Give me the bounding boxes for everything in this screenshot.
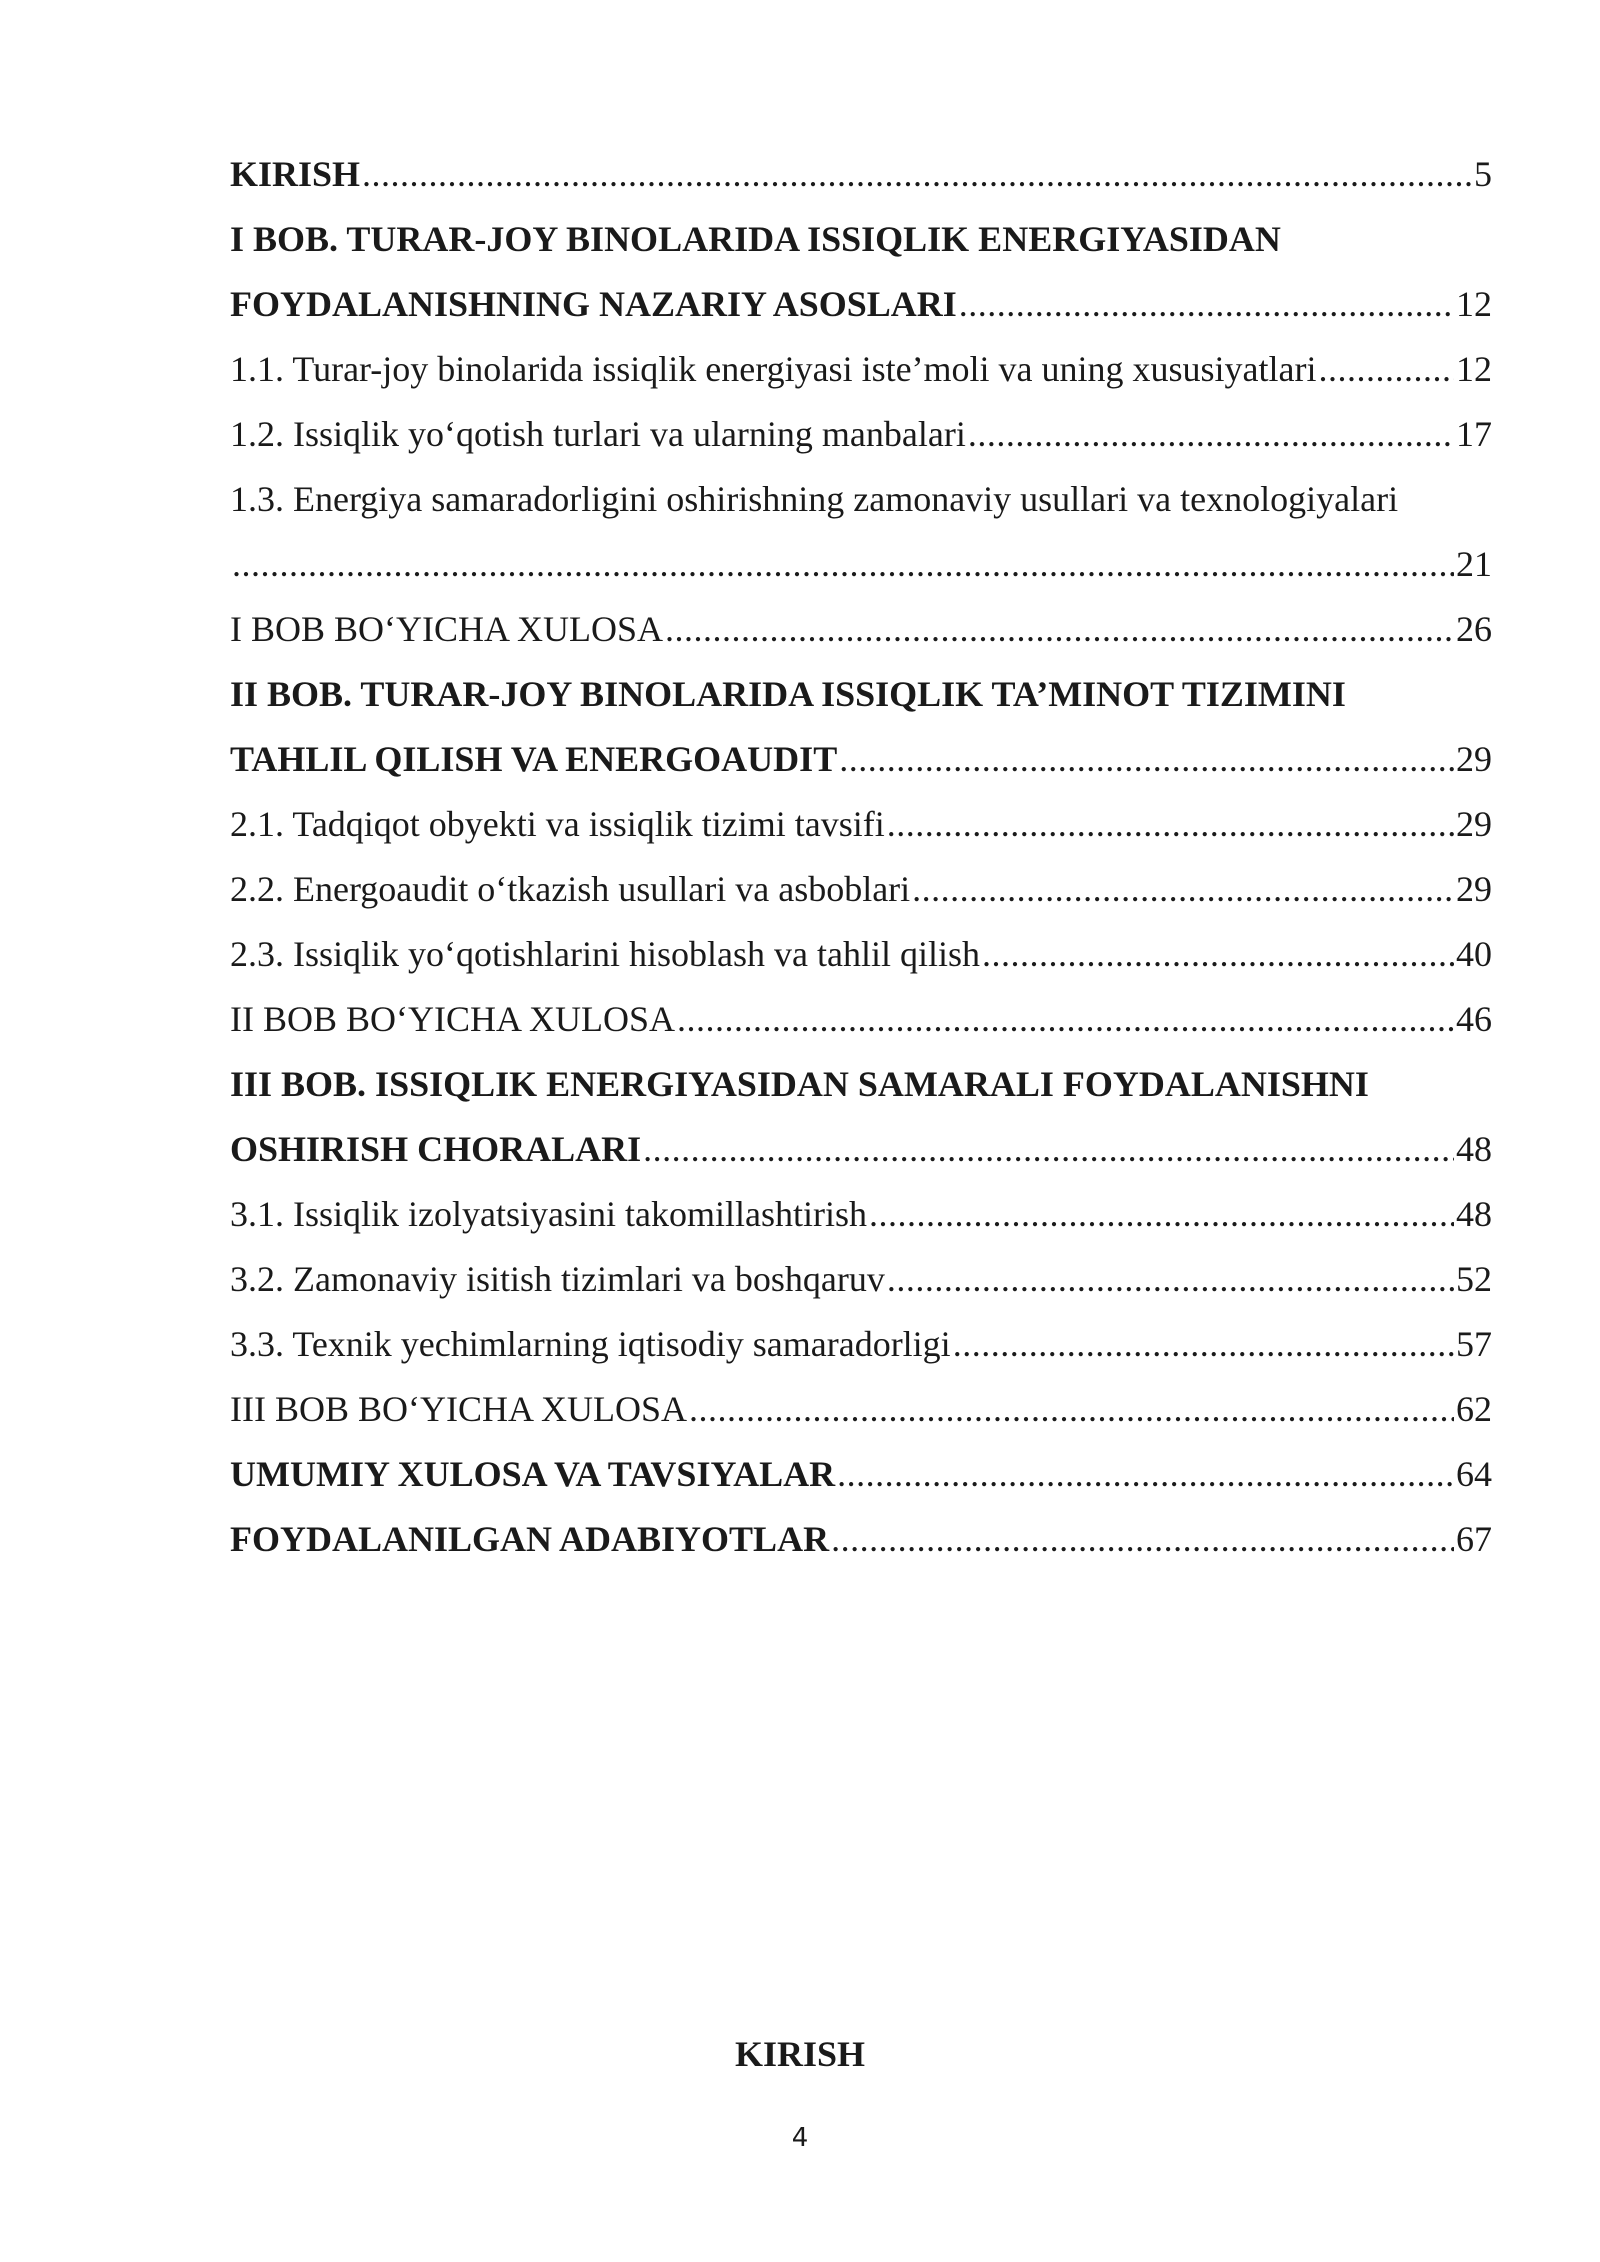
toc-entry-page: 29 [1456, 804, 1492, 844]
toc-entry-heading-text: I BOB. TURAR-JOY BINOLARIDA ISSIQLIK ENERGIYASIDAN [230, 219, 1281, 259]
toc-dot-leader [689, 1377, 1454, 1442]
toc-entry [230, 142, 1492, 207]
toc-dot-leader [837, 1442, 1454, 1507]
toc-entry [230, 792, 1492, 857]
toc-dot-leader [912, 857, 1454, 922]
toc-entry-page: 17 [1456, 414, 1492, 454]
table-of-contents [230, 142, 1492, 1572]
toc-entry-heading-text: 1.3. Energiya samaradorligini oshirishning zamonaviy usullari va texnologiyalari [230, 479, 1399, 519]
toc-dot-leader [887, 1247, 1454, 1312]
toc-entry-title: 3.2. Zamonaviy isitish tizimlari va boshqaruv [230, 1259, 885, 1299]
section-heading: KIRISH [734, 2034, 866, 2074]
toc-dot-leader [232, 532, 1454, 597]
toc-entry-title: III BOB BO‘YICHA XULOSA [230, 1389, 687, 1429]
toc-entry-page: 26 [1456, 609, 1492, 649]
toc-entry-title: 2.1. Tadqiqot obyekti va issiqlik tizimi tavsifi [230, 804, 885, 844]
toc-entry [230, 402, 1492, 467]
toc-entry-page: 29 [1456, 739, 1492, 779]
toc-entry [230, 1247, 1492, 1312]
toc-dot-leader [665, 597, 1454, 662]
toc-entry [230, 272, 1492, 337]
toc-entry-title: TAHLIL QILISH VA ENERGOAUDIT [230, 739, 838, 779]
toc-entry [230, 532, 1492, 597]
toc-entry-page: 64 [1456, 1454, 1492, 1494]
toc-entry-title: 2.3. Issiqlik yo‘qotishlarini hisoblash va tahlil qilish [230, 934, 980, 974]
toc-entry-page: 57 [1456, 1324, 1492, 1364]
toc-entry-title: 1.2. Issiqlik yo‘qotish turlari va ularning manbalari [230, 414, 966, 454]
toc-entry-page: 67 [1456, 1519, 1492, 1559]
toc-entry-page: 12 [1456, 349, 1492, 389]
toc-entry [230, 1507, 1492, 1572]
toc-dot-leader [959, 272, 1454, 337]
toc-entry-heading-text: III BOB. ISSIQLIK ENERGIYASIDAN SAMARALI FOYDALANISHNI [230, 1064, 1369, 1104]
toc-entry-title: 2.2. Energoaudit o‘tkazish usullari va asboblari [230, 869, 911, 909]
toc-entry [230, 727, 1492, 792]
toc-entry [230, 337, 1492, 402]
toc-entry-page: 62 [1456, 1389, 1492, 1429]
toc-entry-title: 1.1. Turar-joy binolarida issiqlik energiyasi iste’moli va uning xususiyatlari [230, 349, 1317, 389]
toc-entry-page: 48 [1456, 1194, 1492, 1234]
toc-entry-page: 40 [1456, 934, 1492, 974]
toc-entry-title: FOYDALANILGAN ADABIYOTLAR [230, 1519, 830, 1559]
toc-dot-leader [831, 1507, 1454, 1572]
toc-entry-title: FOYDALANISHNING NAZARIY ASOSLARI [230, 284, 957, 324]
toc-entry-heading-text: II BOB. TURAR-JOY BINOLARIDA ISSIQLIK TA’MINOT TIZIMINI [230, 674, 1346, 714]
toc-entry [230, 1182, 1492, 1247]
toc-entry [230, 987, 1492, 1052]
toc-entry-page: 46 [1456, 999, 1492, 1039]
toc-dot-leader [1319, 337, 1454, 402]
toc-entry-page: 48 [1456, 1129, 1492, 1169]
toc-entry-heading-line [230, 1052, 1492, 1117]
toc-dot-leader [643, 1117, 1454, 1182]
toc-entry-page: 5 [1474, 154, 1492, 194]
toc-entry-page: 12 [1456, 284, 1492, 324]
toc-entry-page: 52 [1456, 1259, 1492, 1299]
toc-dot-leader [982, 922, 1454, 987]
toc-entry [230, 1312, 1492, 1377]
toc-entry [230, 1117, 1492, 1182]
toc-entry-heading-line [230, 467, 1492, 532]
page-number: 4 [791, 2123, 809, 2153]
toc-entry [230, 857, 1492, 922]
toc-entry [230, 922, 1492, 987]
toc-entry-title: 3.1. Issiqlik izolyatsiyasini takomillashtirish [230, 1194, 867, 1234]
toc-entry-heading-line [230, 662, 1492, 727]
toc-entry-heading-line [230, 207, 1492, 272]
toc-entry-title: 3.3. Texnik yechimlarning iqtisodiy samaradorligi [230, 1324, 951, 1364]
toc-dot-leader [887, 792, 1454, 857]
toc-entry [230, 597, 1492, 662]
toc-dot-leader [953, 1312, 1454, 1377]
toc-dot-leader [362, 142, 1472, 207]
toc-dot-leader [677, 987, 1454, 1052]
toc-dot-leader [869, 1182, 1454, 1247]
toc-entry-title: II BOB BO‘YICHA XULOSA [230, 999, 676, 1039]
toc-dot-leader [839, 727, 1454, 792]
toc-entry-title: I BOB BO‘YICHA XULOSA [230, 609, 664, 649]
toc-entry-page: 29 [1456, 869, 1492, 909]
toc-entry [230, 1442, 1492, 1507]
toc-entry-page: 21 [1456, 544, 1492, 584]
toc-entry-title: OSHIRISH CHORALARI [230, 1129, 642, 1169]
toc-entry [230, 1377, 1492, 1442]
toc-entry-title: UMUMIY XULOSA VA TAVSIYALAR [230, 1454, 836, 1494]
toc-entry-title: KIRISH [230, 154, 361, 194]
toc-dot-leader [968, 402, 1454, 467]
